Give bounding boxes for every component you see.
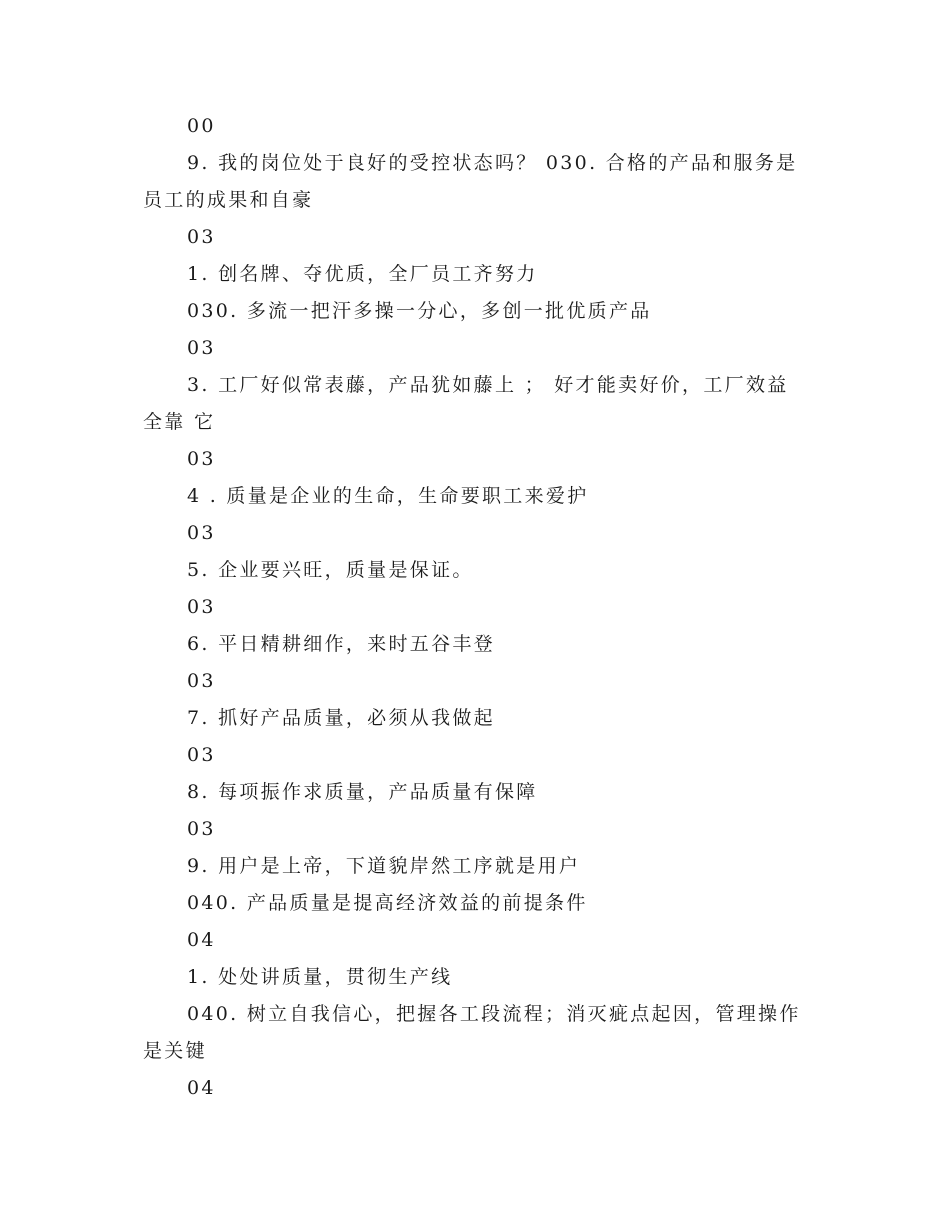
document-body	[143, 108, 808, 1107]
text-line: 8. 每项振作求质量，产品质量有保障	[187, 781, 538, 803]
text-line: 03	[187, 818, 216, 840]
text-line: 03	[187, 337, 216, 359]
text-line: 1. 创名牌、夺优质，全厂员工齐努力	[187, 263, 538, 285]
text-line: 9. 我的岗位处于良好的受控状态吗？ 030. 合格的产品和服务是员工的成果和自豪	[143, 152, 798, 211]
text-line: 3. 工厂好似常表藤，产品犹如藤上 ； 好才能卖好价，工厂效益全靠 它	[143, 374, 789, 433]
text-line: 7. 抓好产品质量，必须从我做起	[187, 707, 495, 729]
text-line: 03	[187, 596, 216, 618]
text-line: 040. 产品质量是提高经济效益的前提条件	[187, 892, 588, 914]
text-line: 04	[187, 929, 216, 951]
text-line: 03	[187, 448, 216, 470]
text-line: 9. 用户是上帝，下道貌岸然工序就是用户	[187, 855, 581, 877]
text-line: 03	[187, 744, 216, 766]
text-line: 03	[187, 522, 216, 544]
text-line: 1. 处处讲质量，贯彻生产线	[187, 966, 453, 988]
text-line: 03	[187, 226, 216, 248]
text-line: 6. 平日精耕细作，来时五谷丰登	[187, 633, 495, 655]
text-line: 040. 树立自我信心，把握各工段流程；消灭疵点起因，管理操作是关键	[143, 1003, 801, 1062]
text-line: 4 . 质量是企业的生命，生命要职工来爱护	[187, 485, 589, 507]
text-line: 04	[187, 1077, 216, 1099]
text-line: 03	[187, 670, 216, 692]
text-line: 030. 多流一把汗多操一分心，多创一批优质产品	[187, 300, 652, 322]
text-line: 5. 企业要兴旺，质量是保证。	[187, 559, 474, 581]
text-line: 00	[187, 115, 216, 137]
